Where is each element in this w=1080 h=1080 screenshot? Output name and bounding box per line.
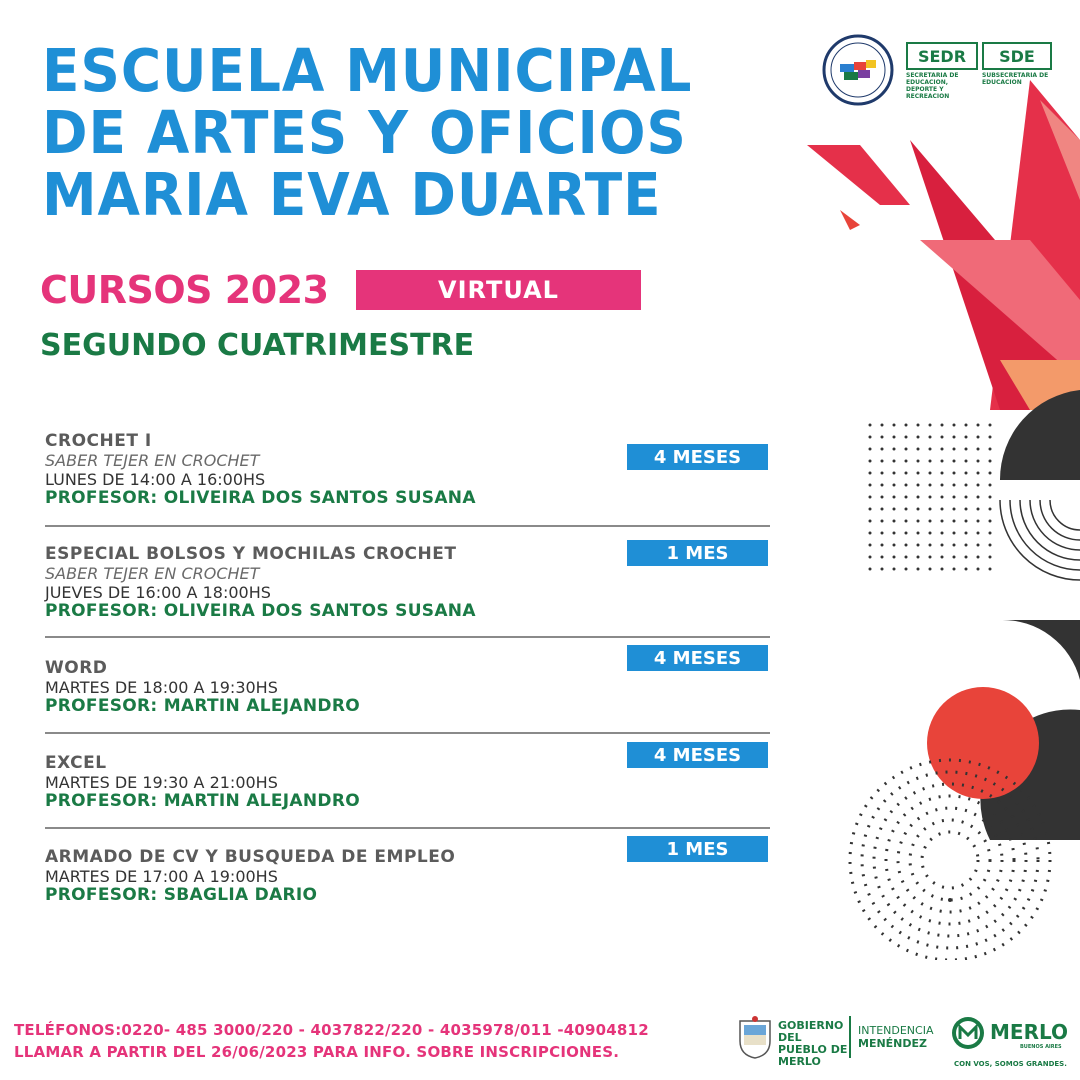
intendente-name: MENÉNDEZ — [858, 1037, 928, 1050]
course-schedule: MARTES DE 18:00 A 19:30HS — [45, 678, 278, 697]
merlo-m-icon — [950, 1015, 986, 1051]
decorative-graphic — [800, 80, 1080, 1000]
course-teacher: PROFESOR: MARTIN ALEJANDRO — [45, 696, 360, 716]
cursos-heading: CURSOS 2023 — [40, 268, 329, 312]
periodo-heading: SEGUNDO CUATRIMESTRE — [40, 328, 475, 363]
school-seal-logo — [822, 34, 894, 106]
course-name: EXCEL — [45, 753, 107, 773]
gobierno-logo-text: GOBIERNO DEL PUEBLO DE MERLO — [778, 1019, 848, 1068]
sedr-caption: SECRETARIA DE EDUCACION, DEPORTE Y RECREACION — [906, 72, 959, 100]
sde-caption: SUBSECRETARIA DE EDUCACION — [982, 72, 1049, 86]
intendencia-label: INTENDENCIA — [858, 1024, 934, 1037]
title-line: MARIA EVA DUARTE — [42, 160, 662, 229]
course-schedule: MARTES DE 17:00 A 19:00HS — [45, 867, 278, 886]
course-name: CROCHET I — [45, 431, 152, 451]
course-schedule: JUEVES DE 16:00 A 18:00HS — [45, 583, 271, 602]
merlo-sub: BUENOS AIRES — [1020, 1044, 1062, 1050]
phones-text: TELÉFONOS:0220- 485 3000/220 - 4037822/220 - 4035978/011 -40904812 — [14, 1021, 649, 1039]
duration-badge: 1 MES — [627, 836, 768, 862]
course-teacher: PROFESOR: OLIVEIRA DOS SANTOS SUSANA — [45, 601, 476, 621]
duration-badge: 4 MESES — [627, 444, 768, 470]
duration-badge: 4 MESES — [627, 742, 768, 768]
merlo-slogan: CON VOS, SOMOS GRANDES. — [954, 1060, 1067, 1068]
course-teacher: PROFESOR: MARTIN ALEJANDRO — [45, 791, 360, 811]
merlo-logo-text: MERLO — [990, 1020, 1068, 1044]
title-line: DE ARTES Y OFICIOS — [42, 98, 687, 167]
course-name: ESPECIAL BOLSOS Y MOCHILAS CROCHET — [45, 544, 457, 564]
intendencia-logo — [858, 1024, 933, 1050]
sde-logo: SDE — [982, 42, 1052, 70]
inscription-info: LLAMAR A PARTIR DEL 26/06/2023 PARA INFO. SOBRE INSCRIPCIONES. — [14, 1043, 620, 1061]
course-teacher: PROFESOR: OLIVEIRA DOS SANTOS SUSANA — [45, 488, 476, 508]
course-teacher: PROFESOR: SBAGLIA DARIO — [45, 885, 318, 905]
duration-badge: 1 MES — [627, 540, 768, 566]
divider — [45, 827, 770, 829]
course-schedule: MARTES DE 19:30 A 21:00HS — [45, 773, 278, 792]
merlo-coat-of-arms-icon — [736, 1015, 774, 1059]
course-name: ARMADO DE CV Y BUSQUEDA DE EMPLEO — [45, 847, 456, 867]
course-subtitle: SABER TEJER EN CROCHET — [45, 451, 260, 470]
course-schedule: LUNES DE 14:00 A 16:00HS — [45, 470, 266, 489]
footer-contact — [14, 1019, 649, 1063]
divider — [45, 525, 770, 527]
duration-badge: 4 MESES — [627, 645, 768, 671]
course-subtitle: SABER TEJER EN CROCHET — [45, 564, 260, 583]
course-name: WORD — [45, 658, 108, 678]
title-line: ESCUELA MUNICIPAL — [42, 36, 693, 105]
modalidad-badge: VIRTUAL — [356, 270, 641, 310]
logo-divider — [849, 1016, 851, 1058]
sedr-logo: SEDR — [906, 42, 978, 70]
divider — [45, 636, 770, 638]
divider — [45, 732, 770, 734]
school-title — [42, 36, 693, 229]
